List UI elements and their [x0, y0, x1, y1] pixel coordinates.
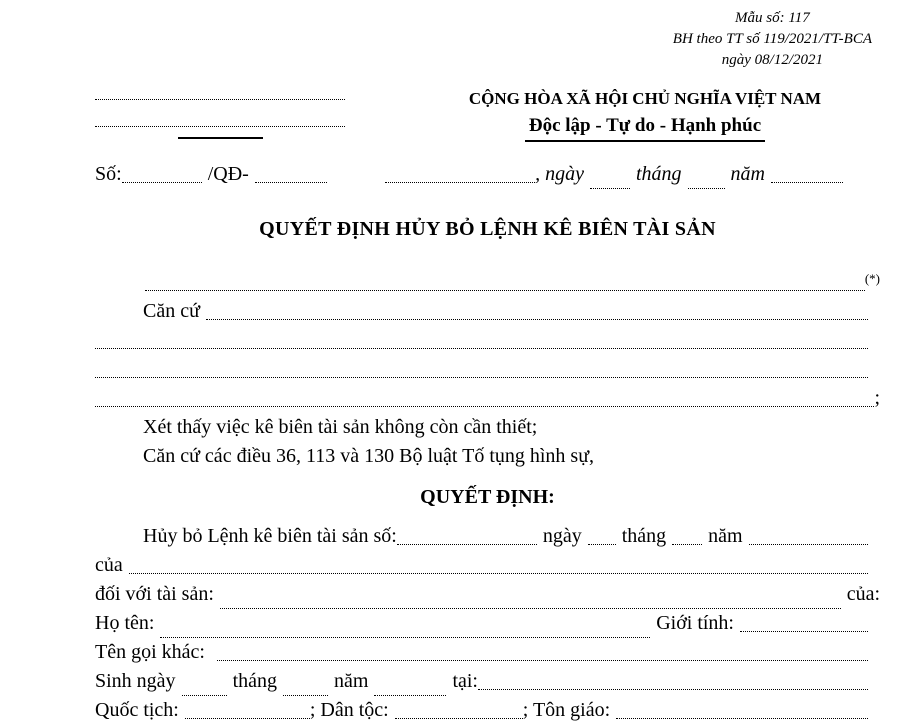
- property-label: đối với tài sản:: [95, 583, 214, 605]
- year-label: năm: [730, 163, 765, 185]
- month-label: tháng: [635, 163, 682, 185]
- year-blank: [771, 182, 843, 183]
- birth-year-label: năm: [334, 670, 369, 692]
- birthplace-label: tại:: [452, 670, 478, 692]
- footnote-blank: [145, 290, 865, 291]
- ethnicity-blank: [395, 718, 523, 719]
- issuing-agency-block: [95, 87, 345, 142]
- gender-label: Giới tính:: [656, 612, 734, 634]
- alias-blank: [217, 660, 868, 661]
- fullname-blank: [160, 637, 650, 638]
- religion-label: ; Tôn giáo:: [522, 699, 611, 721]
- issuer-label: của: [95, 554, 123, 576]
- legal-articles-paragraph: Căn cứ các điều 36, 113 và 130 Bộ luật Tố tụng hình sự,: [143, 445, 595, 467]
- nationality-blank: [185, 718, 310, 719]
- birth-row: [95, 667, 880, 696]
- gender-blank: [740, 631, 868, 632]
- blank-line-1: [95, 348, 868, 349]
- national-motto: Độc lập - Tự do - Hạnh phúc: [525, 112, 765, 142]
- form-circular: BH theo TT số 119/2021/TT-BCA: [672, 31, 872, 47]
- agency-blank-line-2: [95, 100, 345, 127]
- agency-blank-line-1: [95, 87, 345, 100]
- cancel-order-label: Hủy bỏ Lệnh kê biên tài sản số:: [143, 525, 397, 547]
- order-day-label: ngày: [542, 525, 582, 547]
- blank-line-row: [95, 384, 880, 413]
- birth-month-label: tháng: [232, 670, 277, 692]
- blank-line-3: [95, 406, 874, 407]
- alias-label: Tên gọi khác:: [95, 641, 205, 663]
- month-blank: [688, 188, 725, 189]
- birthplace-blank: [478, 689, 868, 690]
- order-number-blank: [397, 544, 537, 545]
- order-year-blank: [749, 544, 868, 545]
- can-cu-label: Căn cứ: [143, 300, 200, 322]
- consideration-paragraph: Xét thấy việc kê biên tài sản không còn cần thiết;: [143, 416, 538, 438]
- place-blank: [385, 182, 535, 183]
- form-meta: [673, 8, 872, 71]
- order-month-label: tháng: [621, 525, 667, 547]
- document-header: [95, 87, 880, 142]
- day-label: , ngày: [535, 163, 584, 185]
- number-blank: [122, 182, 202, 183]
- day-blank: [590, 188, 630, 189]
- fullname-label: Họ tên:: [95, 612, 155, 634]
- form-circular-date: ngày 08/12/2021: [721, 52, 824, 68]
- footnote-marker: (*): [864, 271, 880, 286]
- decision-heading: QUYẾT ĐỊNH:: [420, 486, 555, 508]
- order-day-blank: [588, 544, 616, 545]
- nationality-row: [95, 696, 880, 725]
- owner-label: của:: [846, 583, 880, 605]
- place-date-group: [385, 160, 843, 189]
- order-year-label: năm: [708, 525, 743, 547]
- order-month-blank: [672, 544, 702, 545]
- agency-divider-rule: [178, 137, 263, 139]
- ethnicity-label: ; Dân tộc:: [309, 699, 389, 721]
- qd-suffix-label: /QĐ-: [207, 163, 249, 185]
- nationality-label: Quốc tịch:: [95, 699, 179, 721]
- issuer-row: [95, 551, 880, 580]
- number-label: Số:: [95, 163, 122, 185]
- religion-blank: [616, 718, 868, 719]
- form-number: Mẫu số: 117: [735, 10, 810, 26]
- cancel-order-row: [95, 522, 880, 551]
- issuer-blank: [129, 573, 868, 574]
- property-blank: [220, 608, 841, 609]
- qd-blank: [255, 182, 327, 183]
- legal-basis-row: [95, 297, 880, 326]
- national-header: [410, 87, 880, 142]
- semicolon-text: ;: [874, 387, 880, 409]
- blank-line-row: [95, 326, 880, 355]
- number-and-date-row: [95, 160, 880, 189]
- blank-line-2: [95, 377, 868, 378]
- footnote-line-row: [95, 268, 880, 297]
- birth-day-blank: [182, 695, 227, 696]
- national-title: CỘNG HÒA XÃ HỘI CHỦ NGHĨA VIỆT NAM: [468, 89, 822, 108]
- fullname-row: [95, 609, 880, 638]
- can-cu-blank: [206, 319, 868, 320]
- alias-row: [95, 638, 880, 667]
- birth-day-label: Sinh ngày: [95, 670, 176, 692]
- document-title: QUYẾT ĐỊNH HỦY BỎ LỆNH KÊ BIÊN TÀI SẢN: [259, 218, 716, 240]
- property-row: [95, 580, 880, 609]
- blank-line-row: [95, 355, 880, 384]
